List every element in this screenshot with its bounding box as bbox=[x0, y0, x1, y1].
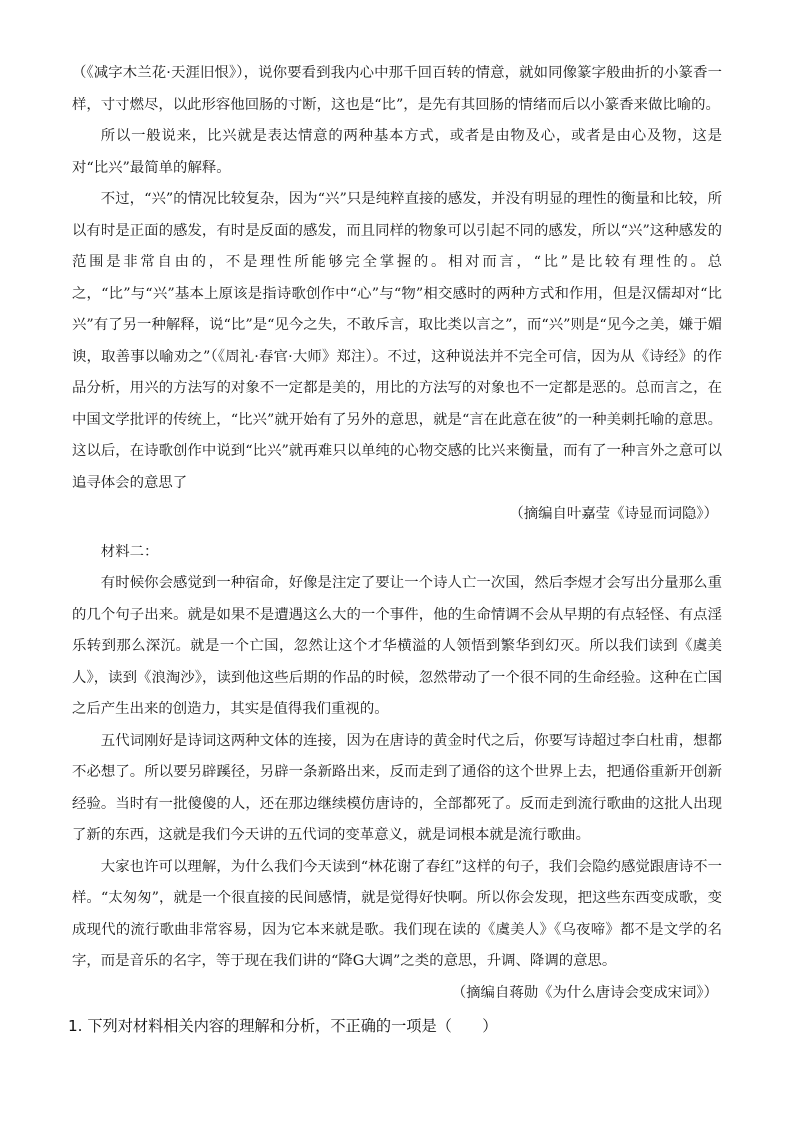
material2-source: （摘编自蒋勋《为什么唐诗会变成宋词》） bbox=[451, 984, 718, 1001]
material1-paragraph-1: （《减字木兰花·天涯旧恨》），说你要看到我内心中那千回百转的情意，就如同像篆字般曲折的小篆香一样，寸寸燃尽，以此形容他回肠的寸断，这也是“比”，是先有其回肠的情绪而后以小篆香来做比喻的。 bbox=[72, 65, 722, 113]
question-1: 1. 下列对材料相关内容的理解和分析，不正确的一项是（ ） bbox=[68, 1017, 498, 1035]
material1-paragraph-2: 所以一般说来，比兴就是表达情意的两种基本方式，或者是由物及心，或者是由心及物，这是对“比兴”最简单的解释。 bbox=[72, 128, 722, 176]
material2-paragraph-3: 大家也许可以理解，为什么我们今天读到“林花谢了春红”这样的句子，我们会隐约感觉跟唐诗不一样。“太匆匆”，就是一个很直接的民间感情，就是觉得好快啊。所以你会发现，把这些东西变成歌，变成现代的流行歌曲非常容易，因为它本来就是歌。我们现在读的《虞美人》《乌夜啼》都不是文学的名字，而是音乐的名字，等于现在我们讲的“降G大调”之类的意思，升调、降调的意思。 bbox=[72, 858, 722, 969]
article-body bbox=[68, 58, 722, 1041]
material2-paragraph-1: 有时候你会感觉到一种宿命，好像是注定了要让一个诗人亡一次国，然后李煜才会写出分量那么重的几个句子出来。就是如果不是遭遇这么大的一个事件，他的生命情调不会从早期的有点轻怪、有点淫乐转到那么深沉。就是一个亡国，忽然让这个才华横溢的人领悟到繁华到幻灭。所以我们读到《虞美人》，读到《浪淘沙》，读到他这些后期的作品的时候，忽然带动了一个很不同的生命经验。这种在亡国之后产生出来的创造力，其实是值得我们重视的。 bbox=[72, 575, 722, 717]
material1-paragraph-3: 不过，“兴”的情况比较复杂，因为“兴”只是纯粹直接的感发，并没有明显的理性的衡量和比较，所以有时是正面的感发，有时是反面的感发，而且同样的物象可以引起不同的感发，所以“兴”这种感发的范围是非常自由的，不是理性所能够完全掌握的。相对而言，“比”是比较有理性的。总之，“比”与“兴”基本上原该是指诗歌创作中“心”与“物”相交感时的两种方式和作用，但是汉儒却对“比兴”有了另一种解释，说“比”是“见今之失，不敢斥言，取比类以言之”，而“兴”则是“见今之美，嫌于媚谀，取善事以喻劝之”（《周礼·春官·大师》郑注）。不过，这种说法并不完全可信，因为从《诗经》的作品分析，用兴的方法写的对象不一定都是美的，用比的方法写的对象也不一定都是恶的。总而言之，在中国文学批评的传统上，“比兴”就开始有了另外的意思，就是“言在此意在彼”的一种美刺托喻的意思。这以后，在诗歌创作中说到“比兴”就再难只以单纯的心物交感的比兴来衡量，而有了一种言外之意可以追寻体会的意思了 bbox=[72, 191, 722, 491]
material1-source: （摘编自叶嘉莹《诗显而词隐》） bbox=[509, 506, 718, 522]
material2-paragraph-2: 五代词刚好是诗词这两种文体的连接，因为在唐诗的黄金时代之后，你要写诗超过李白杜甫，想都不必想了。所以要另辟蹊径，另辟一条新路出来，反而走到了通俗的这个世界上去，把通俗重新开创新经验。当时有一批傻傻的人，还在那边继续模仿唐诗的，全部都死了。反而走到流行歌曲的这批人出现了新的东西，这就是我们今天讲的五代词的变革意义，就是词根本就是流行歌曲。 bbox=[72, 732, 722, 843]
material2-label: 材料二： bbox=[100, 543, 159, 560]
